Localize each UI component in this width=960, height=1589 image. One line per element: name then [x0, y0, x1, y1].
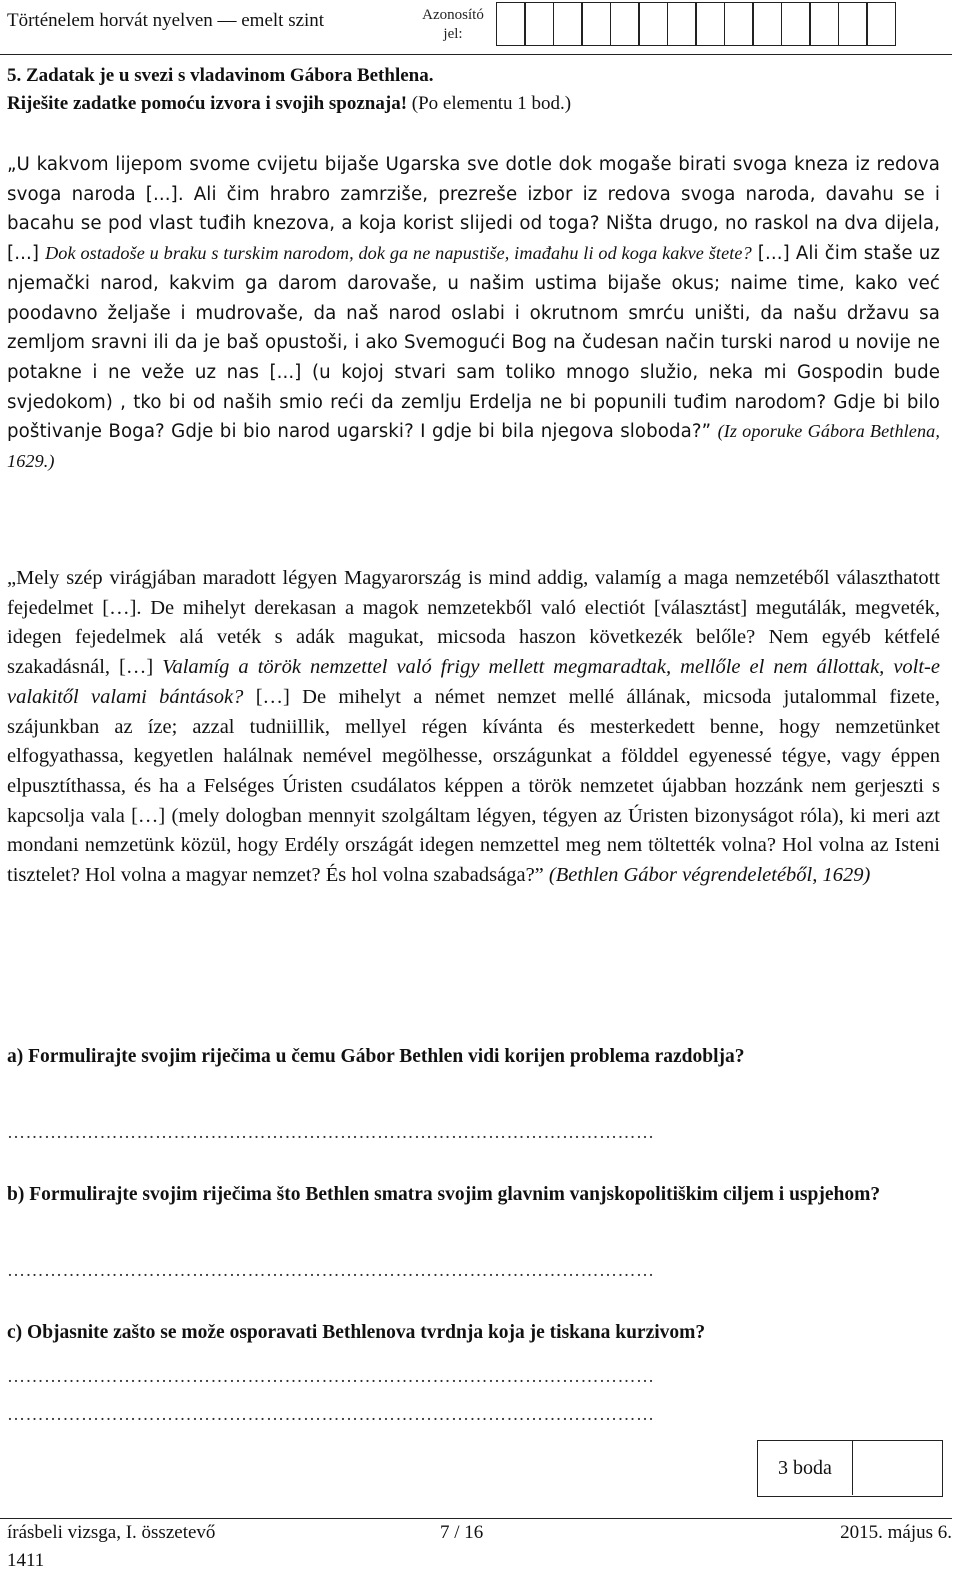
answer-line-c-1[interactable]: ……………………………………………………………………………………………: [7, 1366, 655, 1386]
id-label: Azonosító jel:: [422, 7, 484, 42]
task-instruction: Riješite zadatke pomoću izvora i svojih spoznaja!: [7, 93, 408, 114]
score-label: 3 boda: [758, 1441, 853, 1495]
source-2-part-b: […] De mihelyt a német nemzet mellé állának, micsoda jutalommal fizete, szájunkban az íze; azzal tudniillik, mellyel régen kívánta és mesterkedett benne, hogy nemzetünket elfogyathassa, kegyetlen halálnak nemével megölhesse, országunkat a földdel egyenessé tégye, vagy éppen elpusztíthassa, és ha a Felséges Úristen csudálatos képpen a török nemzetet újabban hozzánk nem gerjeszti s kapcsolja vala […] (mely dologban mennyit szolgáltam légyen, tégyen az Úristen bizonyságot róla), ki meri azt mondani nemzetünk közül, hogy Erdély országát idegen nemzettel meg nem töltették volna? Hol volna az Isteni tisztelet? Hol volna a magyar nemzet? És hol volna szabadsága?”: [7, 685, 940, 887]
id-box[interactable]: [496, 2, 526, 46]
id-box[interactable]: [553, 2, 583, 46]
task-title: 5. Zadatak je u svezi s vladavinom Gábora Bethlena.: [7, 65, 434, 86]
task-points: (Po elementu 1 bod.): [407, 93, 572, 114]
question-a: a) Formulirajte svojim riječima u čemu Gábor Bethlen vidi korijen problema razdoblja?: [7, 1046, 745, 1067]
task-heading: [7, 62, 942, 118]
answer-line-b[interactable]: ……………………………………………………………………………………………: [7, 1260, 655, 1280]
source-1-italic: Dok ostadoše u braku s turskim narodom, dok ga ne napustiše, imađahu li od koga kakve štete?: [45, 243, 752, 264]
question-c: c) Objasnite zašto se može osporavati Bethlenova tvrdnja koja je tiskana kurzivom?: [7, 1322, 706, 1343]
score-box: [757, 1440, 943, 1497]
answer-line-c-2[interactable]: ……………………………………………………………………………………………: [7, 1404, 655, 1424]
source-2-citation: (Bethlen Gábor végrendeletéből, 1629): [548, 864, 871, 887]
footer-code: 1411: [7, 1550, 45, 1571]
id-box[interactable]: [524, 2, 554, 46]
question-b: b) Formulirajte svojim riječima što Bethlen smatra svojim glavnim vanjskopolitiškim ciljem i uspjehom?: [7, 1184, 881, 1205]
footer-left: írásbeli vizsga, I. összetevő: [7, 1522, 216, 1543]
source-1-text: [7, 150, 940, 477]
source-1-citation: (Iz oporuke Gábora Bethlena, 1629.): [7, 421, 940, 472]
source-2-italic: Valamíg a török nemzettel való frigy mellett megmaradtak, mellőle el nem állottak, volt-e valakitől valami bántások?: [7, 656, 940, 708]
id-box[interactable]: [838, 2, 868, 46]
id-box[interactable]: [667, 2, 697, 46]
page-header: [0, 0, 960, 56]
source-2-text: [7, 564, 940, 891]
id-box[interactable]: [581, 2, 611, 46]
id-box[interactable]: [752, 2, 782, 46]
source-2-part-a: „Mely szép virágjában maradott légyen Magyarország is mind addig, valamíg a maga nemzetéből választhatott fejedelmet […]. De mihelyt derekasan a magok nemzetekből való electiót [választást] megutálák, megveték, idegen fejedelmek alá veték s adák magukat, micsoda haszon következék belőle? Nem egyéb kétfelé szakadásnál, […]: [7, 567, 940, 679]
id-box[interactable]: [638, 2, 668, 46]
page-number: 7 / 16: [440, 1522, 484, 1543]
footer-date: 2015. május 6.: [840, 1522, 952, 1543]
answer-line-a[interactable]: ……………………………………………………………………………………………: [7, 1122, 655, 1142]
id-box[interactable]: [809, 2, 839, 46]
id-box[interactable]: [781, 2, 811, 46]
id-box[interactable]: [866, 2, 896, 46]
id-box[interactable]: [695, 2, 725, 46]
id-box[interactable]: [610, 2, 640, 46]
footer-divider: [0, 1518, 952, 1519]
header-divider: [0, 54, 952, 55]
source-1-part-a: „U kakvom lijepom svome cvijetu bijaše Ugarska sve dotle dok mogaše birati svoga kneza iz redova svoga naroda [...]. Ali čim hrabro zamrziše, prezreše izbor iz redova svoga naroda, davahu se i bacahu se pod vlast tuđih knezova, a koja korist slijedi od toga? Ništa drugo, no raskol na dva dijela, [...]: [7, 154, 940, 265]
id-box[interactable]: [724, 2, 754, 46]
source-1-part-b: [...] Ali čim staše uz njemački narod, kakvim ga darom darovaše, u našim ustima bijaše okus; naime time, kako već poodavno željaše i mudrovaše, da naš narod oslabi i okrutnom smrću uništi, da našu državu sa zemljom sravni ili da je baš opustoši, i ako Svemogući Bog na čudesan način turski narod u novije ne potakne i ne veže uz nas [...] (u kojoj stvari sam toliko mnogo služio, neka mi Gospodin bude svjedokom) , tko bi od naših smio reći da zemlju Erdelja ne bi popunili tuđim narodom? Gdje bi bilo poštivanje Boga? Gdje bi bio narod ugarski? I gdje bi bila njegova sloboda?”: [7, 243, 940, 443]
exam-title: Történelem horvát nyelven — emelt szint: [7, 10, 325, 31]
id-boxes[interactable]: [497, 2, 896, 46]
